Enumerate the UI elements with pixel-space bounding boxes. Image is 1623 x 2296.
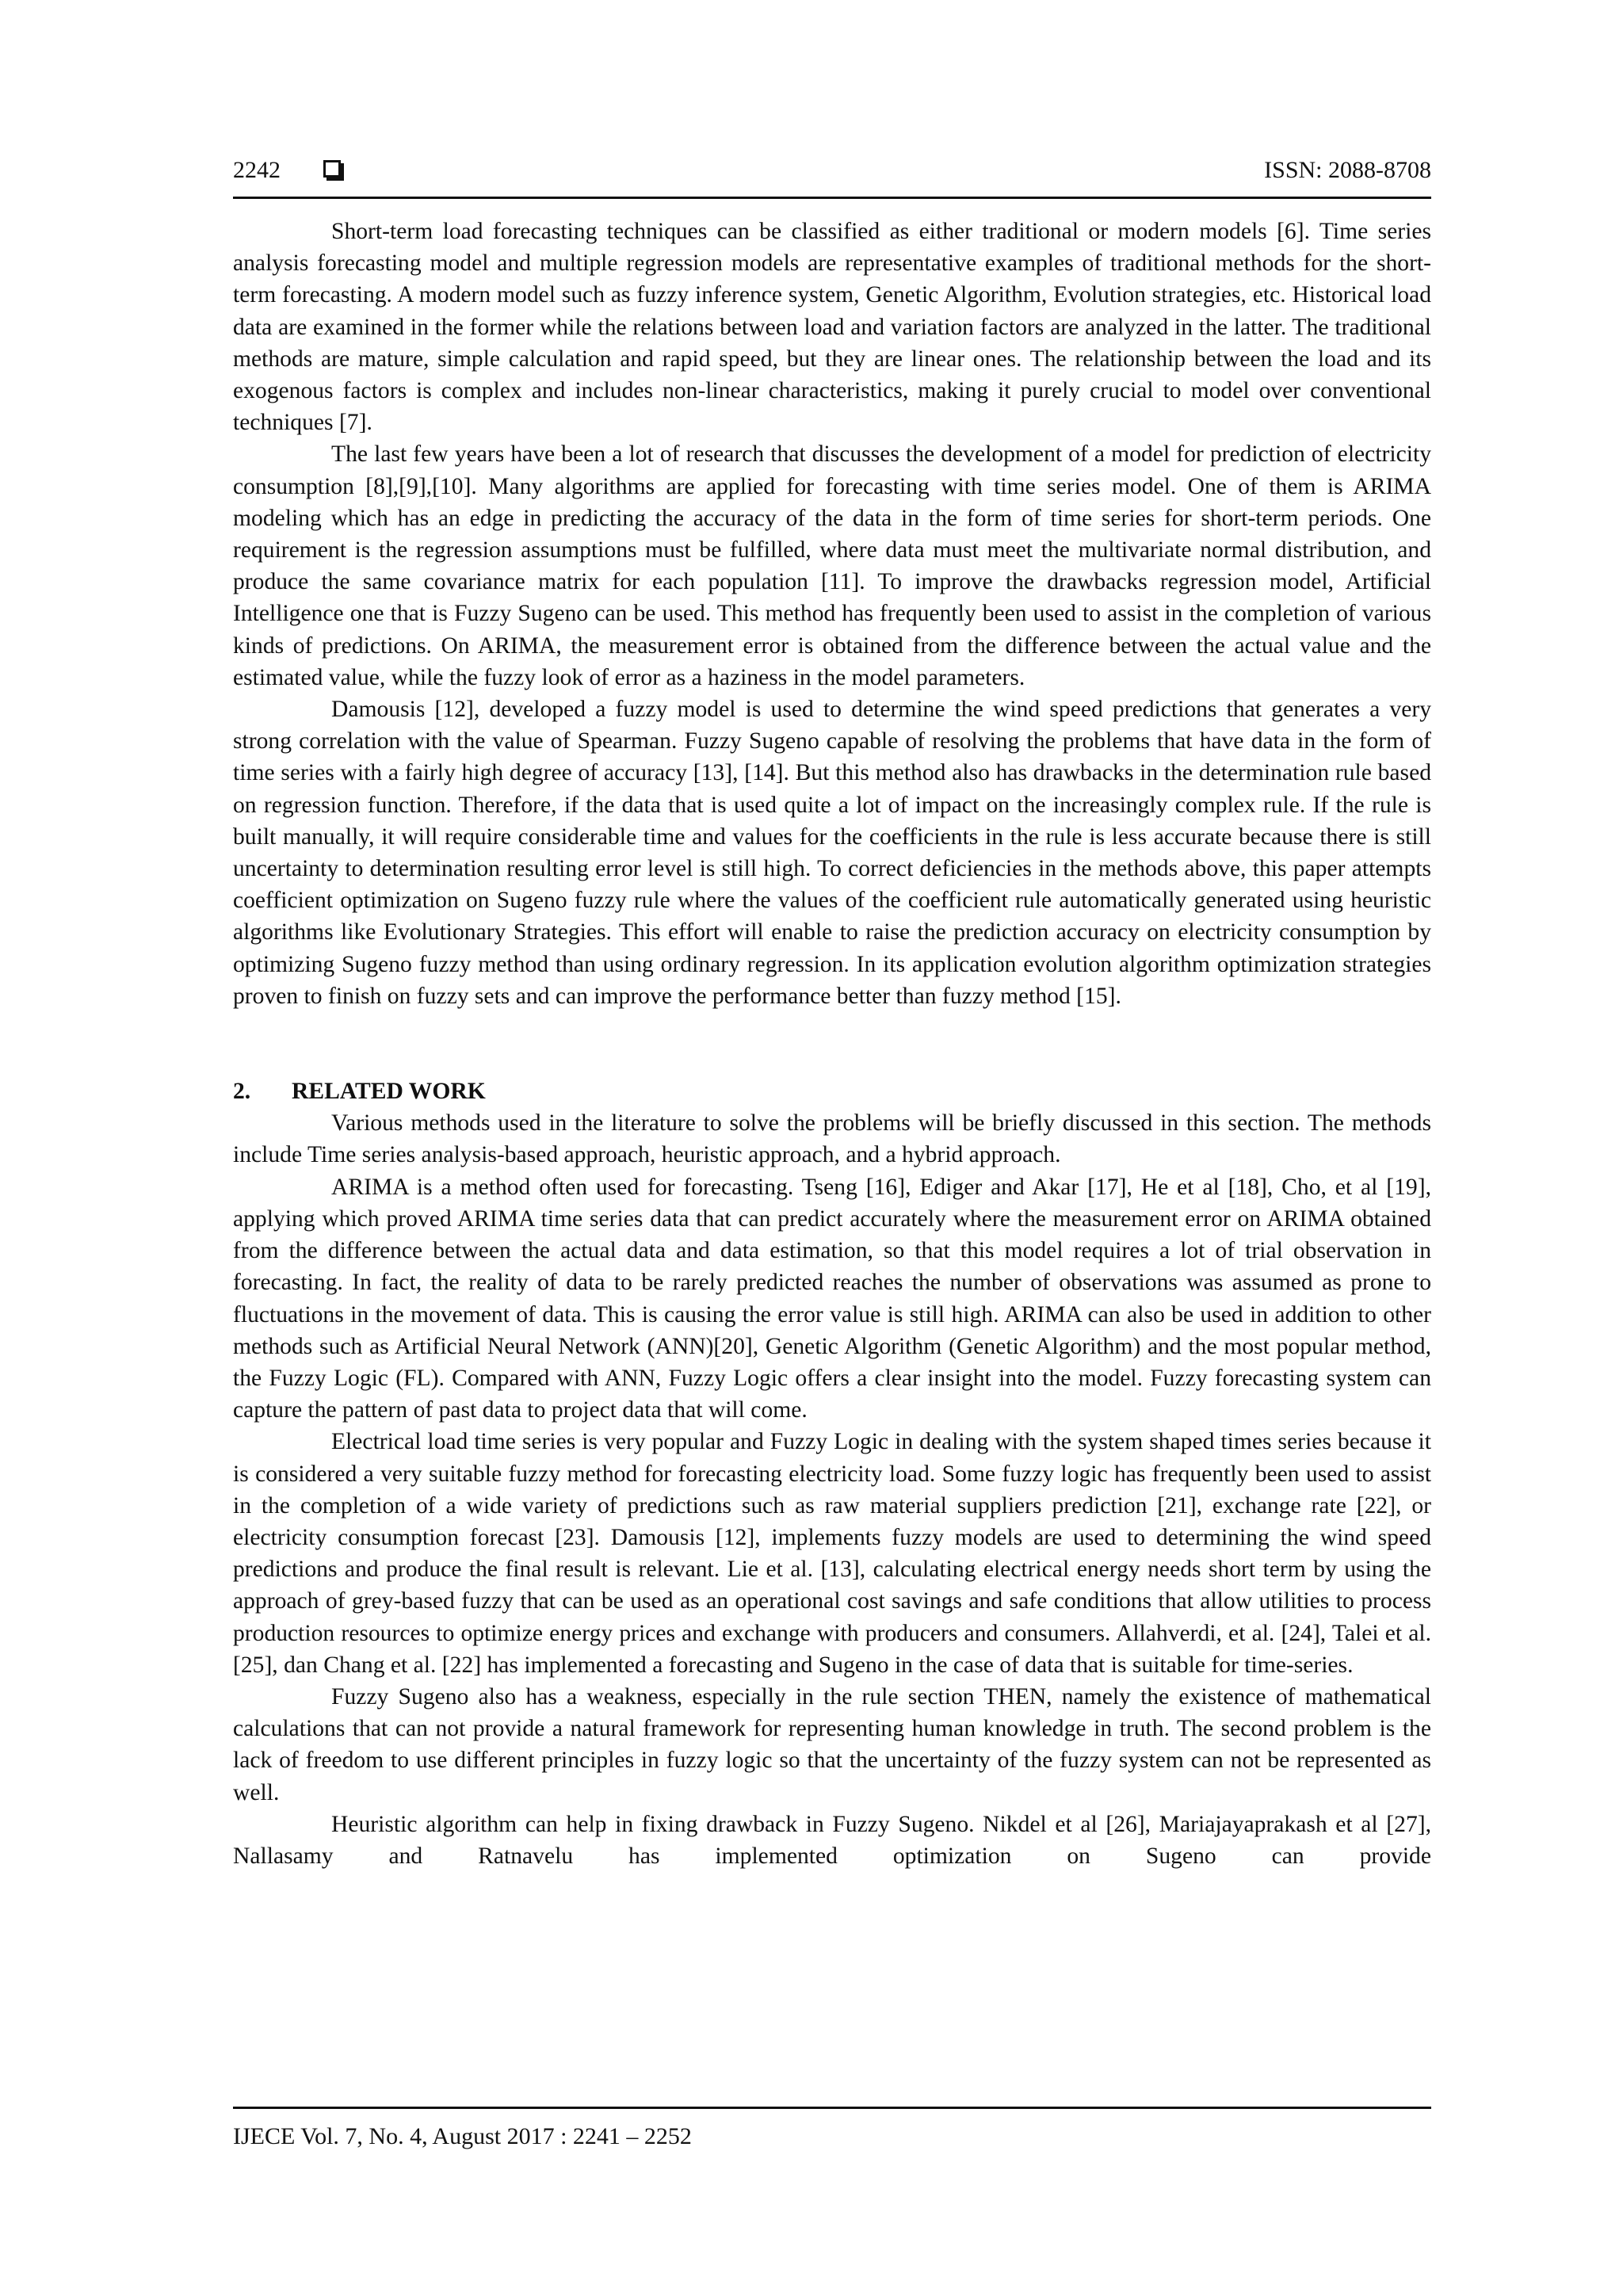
- intro-paragraph-1: Short-term load forecasting techniques can be classified as either traditional or modern models [6]. Time series analysis forecasting model and multiple regression models are representative examples of traditional methods for the short-term forecasting. A modern model such as fuzzy inference system, Genetic Algorithm, Evolution strategies, etc. Historical load data are examined in the former while the relations between load and variation factors are analyzed in the latter. The traditional methods are mature, simple calculation and rapid speed, but they are linear ones. The relationship between the load and its exogenous factors is complex and includes non-linear characteristics, making it purely crucial to model over conventional techniques [7].: [233, 219, 1431, 436]
- page-number: 2242: [233, 157, 281, 183]
- intro-paragraph-3: Damousis [12], developed a fuzzy model is used to determine the wind speed predictions that generates a very strong correlation with the value of Spearman. Fuzzy Sugeno capable of resolving the problems that have data in the form of time series with a fairly high degree of accuracy [13], [14]. But this method also has drawbacks in the determination rule based on regression function. Therefore, if the data that is used quite a lot of impact on the increasingly complex rule. If the rule is built manually, it will require considerable time and values for the coefficients in the rule is less accurate because there is still uncertainty to determination resulting error level is still high. To correct deficiencies in the methods above, this paper attempts coefficient optimization on Sugeno fuzzy rule where the values of the coefficient rule automatically generated using heuristic algorithms like Evolutionary Strategies. This effort will enable to raise the prediction accuracy on electricity consumption by optimizing Sugeno fuzzy method than using ordinary regression. In its application evolution algorithm optimization strategies proven to finish on fuzzy sets and can improve the performance better than fuzzy method [15].: [233, 697, 1431, 1009]
- related-work-paragraph-1: Various methods used in the literature to solve the problems will be briefly discussed in this section. The methods include Time series analysis-based approach, heuristic approach, and a hybrid approach.: [233, 1110, 1431, 1168]
- article-body: [233, 216, 1431, 1872]
- square-bullet-icon: [323, 160, 341, 178]
- related-work-paragraph-5: Heuristic algorithm can help in fixing drawback in Fuzzy Sugeno. Nikdel et al [26], Mariajayaprakash et al [27], Nallasamy and Ratnavelu has implemented optimization on Sugeno can provide: [233, 1811, 1431, 1869]
- section-number: 2.: [233, 1079, 251, 1105]
- issn-label: ISSN: 2088-8708: [1264, 157, 1431, 183]
- journal-citation: IJECE Vol. 7, No. 4, August 2017 : 2241 – 2252: [233, 2123, 692, 2149]
- related-work-paragraph-2: ARIMA is a method often used for forecasting. Tseng [16], Ediger and Akar [17], He et al [18], Cho, et al [19], applying which proved ARIMA time series data that can predict accurately where the measurement error on ARIMA obtained from the difference between the actual data and data estimation, so that this model requires a lot of trial observation in forecasting. In fact, the reality of data to be rarely predicted reaches the number of observations was assumed as prone to fluctuations in the movement of data. This is causing the error value is still high. ARIMA can also be used in addition to other methods such as Artificial Neural Network (ANN)[20], Genetic Algorithm (Genetic Algorithm) and the most popular method, the Fuzzy Logic (FL). Compared with ANN, Fuzzy Logic offers a clear insight into the model. Fuzzy forecasting system can capture the pattern of past data to project data that will come.: [233, 1174, 1431, 1423]
- section-heading: [233, 1075, 1431, 1107]
- related-work-paragraph-4: Fuzzy Sugeno also has a weakness, especially in the rule section THEN, namely the existence of mathematical calculations that can not provide a natural framework for representing human knowledge in truth. The second problem is the lack of freedom to use different principles in fuzzy logic so that the uncertainty of the fuzzy system can not be represented as well.: [233, 1683, 1431, 1805]
- related-work-paragraph-3: Electrical load time series is very popular and Fuzzy Logic in dealing with the system shaped times series because it is considered a very suitable fuzzy method for forecasting electricity load. Some fuzzy logic has frequently been used to assist in the completion of a wide variety of predictions such as raw material suppliers prediction [21], exchange rate [22], or electricity consumption forecast [23]. Damousis [12], implements fuzzy models are used to determining the wind speed predictions and produce the final result is relevant. Lie et al. [13], calculating electrical energy needs short term by using the approach of grey-based fuzzy that can be used as an operational cost savings and safe conditions that allow utilities to process production resources to optimize energy prices and exchange with producers and consumers. Allahverdi, et al. [24], Talei et al. [25], dan Chang et al. [22] has implemented a forecasting and Sugeno in the case of data that is suitable for time-series.: [233, 1429, 1431, 1678]
- intro-paragraph-2: The last few years have been a lot of research that discusses the development of a model for prediction of electricity consumption [8],[9],[10]. Many algorithms are applied for forecasting with time series model. One of them is ARIMA modeling which has an edge in predicting the accuracy of the data in the form of time series for short-term periods. One requirement is the regression assumptions must be fulfilled, where data must meet the multivariate normal distribution, and produce the same covariance matrix for each population [11]. To improve the drawbacks regression model, Artificial Intelligence one that is Fuzzy Sugeno can be used. This method has frequently been used to assist in the completion of various kinds of predictions. On ARIMA, the measurement error is obtained from the difference between the actual value and the estimated value, while the fuzzy look of error as a haziness in the model parameters.: [233, 441, 1431, 690]
- page-footer: [233, 2107, 1431, 2150]
- section-title: RELATED WORK: [292, 1079, 486, 1105]
- page-header: [233, 151, 1431, 199]
